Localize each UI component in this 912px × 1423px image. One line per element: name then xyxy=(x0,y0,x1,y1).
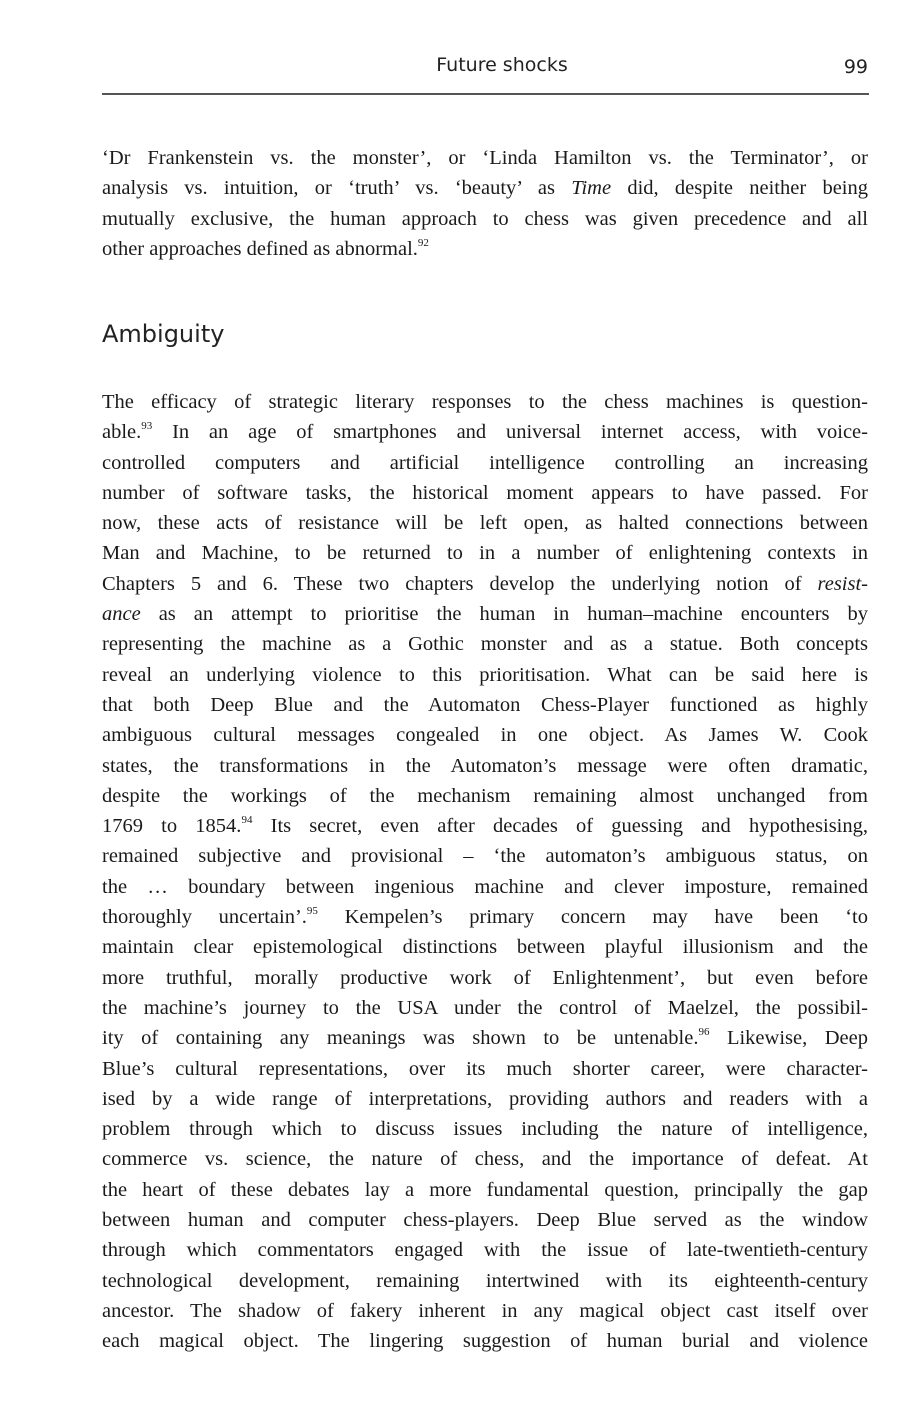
text-run: more truthful, morally productive work of Enlightenment’, but even before xyxy=(102,966,868,989)
text-line xyxy=(102,1084,868,1114)
text-run: mutually exclusive, the human approach to chess was given precedence and all xyxy=(102,207,868,230)
text-line xyxy=(102,143,868,173)
text-line xyxy=(102,599,868,629)
text-run: able. xyxy=(102,421,142,444)
text-run: representing the machine as a Gothic monster and as a statue. Both concepts xyxy=(102,633,868,656)
text-line xyxy=(102,1296,868,1326)
text-run: problem through which to discuss issues including the nature of intelligence, xyxy=(102,1118,868,1141)
text-run: reveal an underlying violence to this prioritisation. What can be said here is xyxy=(102,663,868,686)
text-run: ambiguous cultural messages congealed in one object. As James W. Cook xyxy=(102,724,868,747)
text-line xyxy=(102,720,868,750)
text-run: technological development, remaining intertwined with its eighteenth-century xyxy=(102,1269,868,1292)
running-title: Future shocks xyxy=(436,54,568,76)
text-run: each magical object. The lingering suggestion of human burial and violence xyxy=(102,1330,868,1353)
text-line xyxy=(102,993,868,1023)
text-run: Likewise, Deep xyxy=(709,1027,868,1050)
text-run: the heart of these debates lay a more fundamental question, principally the gap xyxy=(102,1178,868,1201)
footnote-reference: 96 xyxy=(698,1026,710,1039)
text-line xyxy=(102,1235,868,1265)
text-line xyxy=(102,751,868,781)
text-run: the … boundary between ingenious machine and clever imposture, remained xyxy=(102,875,868,898)
text-run: ity of containing any meanings was shown to be untenable. xyxy=(102,1027,699,1050)
text-run: now, these acts of resistance will be left open, as halted connections between xyxy=(102,512,868,535)
text-line xyxy=(102,690,868,720)
text-run: 1769 to 1854. xyxy=(102,815,242,838)
running-head xyxy=(102,54,868,84)
section-heading: Ambiguity xyxy=(102,320,225,348)
text-line xyxy=(102,872,868,902)
text-line xyxy=(102,811,868,841)
text-line xyxy=(102,1175,868,1205)
footnote-reference: 94 xyxy=(241,814,253,827)
text-line xyxy=(102,781,868,811)
text-line xyxy=(102,963,868,993)
text-line xyxy=(102,1144,868,1174)
text-run: Chapters 5 and 6. These two chapters develop the underlying notion of xyxy=(102,572,818,595)
text-line xyxy=(102,234,868,264)
text-run: ancestor. The shadow of fakery inherent in any magical object cast itself over xyxy=(102,1299,868,1322)
footnote-reference: 93 xyxy=(141,420,153,433)
text-run: In an age of smartphones and universal internet access, with voice- xyxy=(152,421,868,444)
text-run: despite the workings of the mechanism remaining almost unchanged from xyxy=(102,784,868,807)
text-run: ised by a wide range of interpretations, providing authors and readers with a xyxy=(102,1087,868,1110)
text-run: Kempelen’s primary concern may have been ‘to xyxy=(317,906,868,929)
text-line xyxy=(102,478,868,508)
text-line xyxy=(102,902,868,932)
text-run: ‘Dr Frankenstein vs. the monster’, or ‘Linda Hamilton vs. the Terminator’, or xyxy=(102,147,868,169)
page-number: 99 xyxy=(843,56,868,78)
text-line xyxy=(102,629,868,659)
text-run: through which commentators engaged with the issue of late-twentieth-century xyxy=(102,1239,868,1262)
text-run: The efficacy of strategic literary responses to the chess machines is question- xyxy=(102,391,868,413)
text-run: states, the transformations in the Automaton’s message were often dramatic, xyxy=(102,754,868,777)
italic-text: resist- xyxy=(817,572,868,595)
text-line xyxy=(102,508,868,538)
text-line xyxy=(102,204,868,234)
text-run: between human and computer chess-players. Deep Blue served as the window xyxy=(102,1209,868,1232)
italic-text: ance xyxy=(102,603,141,626)
text-line xyxy=(102,538,868,568)
text-line xyxy=(102,417,868,447)
text-run: controlled computers and artificial intelligence controlling an increasing xyxy=(102,451,868,474)
text-line xyxy=(102,387,868,417)
text-line xyxy=(102,932,868,962)
text-line xyxy=(102,841,868,871)
text-run: remained subjective and provisional – ‘the automaton’s ambiguous status, on xyxy=(102,845,868,868)
footnote-reference: 95 xyxy=(306,905,318,918)
text-run: Man and Machine, to be returned to in a number of enlightening contexts in xyxy=(102,542,868,565)
text-line xyxy=(102,1205,868,1235)
text-run: the machine’s journey to the USA under the control of Maelzel, the possibil- xyxy=(102,996,868,1019)
text-run: Its secret, even after decades of guessing and hypothesising, xyxy=(252,815,869,838)
text-run: did, despite neither being xyxy=(611,177,868,200)
text-run: that both Deep Blue and the Automaton Chess-Player functioned as highly xyxy=(102,693,868,716)
italic-text: Time xyxy=(571,177,612,200)
text-run: other approaches defined as abnormal. xyxy=(102,237,418,260)
text-run: number of software tasks, the historical moment appears to have passed. For xyxy=(102,481,868,504)
text-line xyxy=(102,1266,868,1296)
text-run: maintain clear epistemological distinctions between playful illusionism and the xyxy=(102,936,868,959)
footnote-reference: 92 xyxy=(417,236,429,249)
text-line xyxy=(102,173,868,203)
text-line xyxy=(102,448,868,478)
paragraph-1 xyxy=(102,143,868,264)
text-run: Blue’s cultural representations, over its much shorter career, were character- xyxy=(102,1057,868,1080)
text-run: analysis vs. intuition, or ‘truth’ vs. ‘beauty’ as xyxy=(102,177,572,200)
text-line xyxy=(102,660,868,690)
paragraph-2 xyxy=(102,387,868,1357)
text-run: as an attempt to prioritise the human in human–machine encounters by xyxy=(140,603,868,626)
header-rule xyxy=(102,93,869,95)
text-run: thoroughly uncertain’. xyxy=(102,906,307,929)
text-line xyxy=(102,569,868,599)
text-line xyxy=(102,1054,868,1084)
text-run: commerce vs. science, the nature of chess, and the importance of defeat. At xyxy=(102,1148,868,1171)
text-line xyxy=(102,1023,868,1053)
text-line xyxy=(102,1114,868,1144)
text-line xyxy=(102,1326,868,1356)
